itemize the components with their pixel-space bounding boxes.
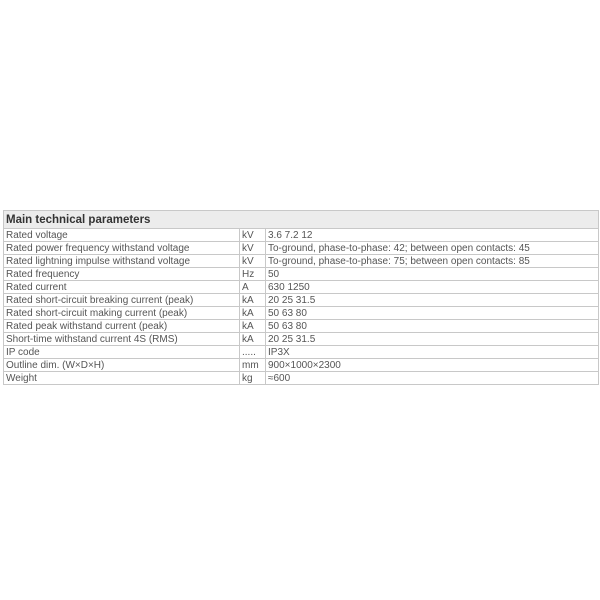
parameter-value: 20 25 31.5 — [266, 294, 599, 307]
parameter-value: ≈600 — [266, 372, 599, 385]
parameter-unit: kV — [240, 242, 266, 255]
parameter-unit: Hz — [240, 268, 266, 281]
parameter-name: Weight — [4, 372, 240, 385]
table-row — [4, 242, 599, 255]
parameter-name: IP code — [4, 346, 240, 359]
parameter-name: Rated power frequency withstand voltage — [4, 242, 240, 255]
parameter-name: Rated short-circuit breaking current (peak) — [4, 294, 240, 307]
table-title: Main technical parameters — [4, 211, 599, 229]
parameter-value: 50 63 80 — [266, 307, 599, 320]
parameter-name: Rated voltage — [4, 229, 240, 242]
parameter-name: Rated lightning impulse withstand voltage — [4, 255, 240, 268]
parameter-name: Rated frequency — [4, 268, 240, 281]
parameter-value: To-ground, phase-to-phase: 75; between open contacts: 85 — [266, 255, 599, 268]
table-row — [4, 320, 599, 333]
parameter-unit: kV — [240, 255, 266, 268]
table-row — [4, 281, 599, 294]
parameter-value: IP3X — [266, 346, 599, 359]
parameter-value: To-ground, phase-to-phase: 42; between open contacts: 45 — [266, 242, 599, 255]
technical-parameters-table — [3, 210, 599, 385]
parameter-unit: kV — [240, 229, 266, 242]
parameter-name: Rated short-circuit making current (peak) — [4, 307, 240, 320]
parameter-value: 900×1000×2300 — [266, 359, 599, 372]
parameter-value: 630 1250 — [266, 281, 599, 294]
table-row — [4, 294, 599, 307]
parameter-unit: kA — [240, 307, 266, 320]
parameter-unit: mm — [240, 359, 266, 372]
table-row — [4, 307, 599, 320]
table-row — [4, 229, 599, 242]
parameter-value: 3.6 7.2 12 — [266, 229, 599, 242]
parameter-unit: A — [240, 281, 266, 294]
parameter-name: Rated current — [4, 281, 240, 294]
table-header-row — [4, 211, 599, 229]
table-row — [4, 359, 599, 372]
parameter-unit: kg — [240, 372, 266, 385]
parameter-unit: ..... — [240, 346, 266, 359]
table-row — [4, 268, 599, 281]
parameter-name: Rated peak withstand current (peak) — [4, 320, 240, 333]
table-row — [4, 333, 599, 346]
parameter-value: 50 — [266, 268, 599, 281]
parameter-unit: kA — [240, 320, 266, 333]
parameter-unit: kA — [240, 294, 266, 307]
parameter-value: 20 25 31.5 — [266, 333, 599, 346]
table-row — [4, 346, 599, 359]
parameter-unit: kA — [240, 333, 266, 346]
table-row — [4, 255, 599, 268]
parameter-value: 50 63 80 — [266, 320, 599, 333]
parameter-name: Short-time withstand current 4S (RMS) — [4, 333, 240, 346]
parameter-name: Outline dim. (W×D×H) — [4, 359, 240, 372]
table-row — [4, 372, 599, 385]
